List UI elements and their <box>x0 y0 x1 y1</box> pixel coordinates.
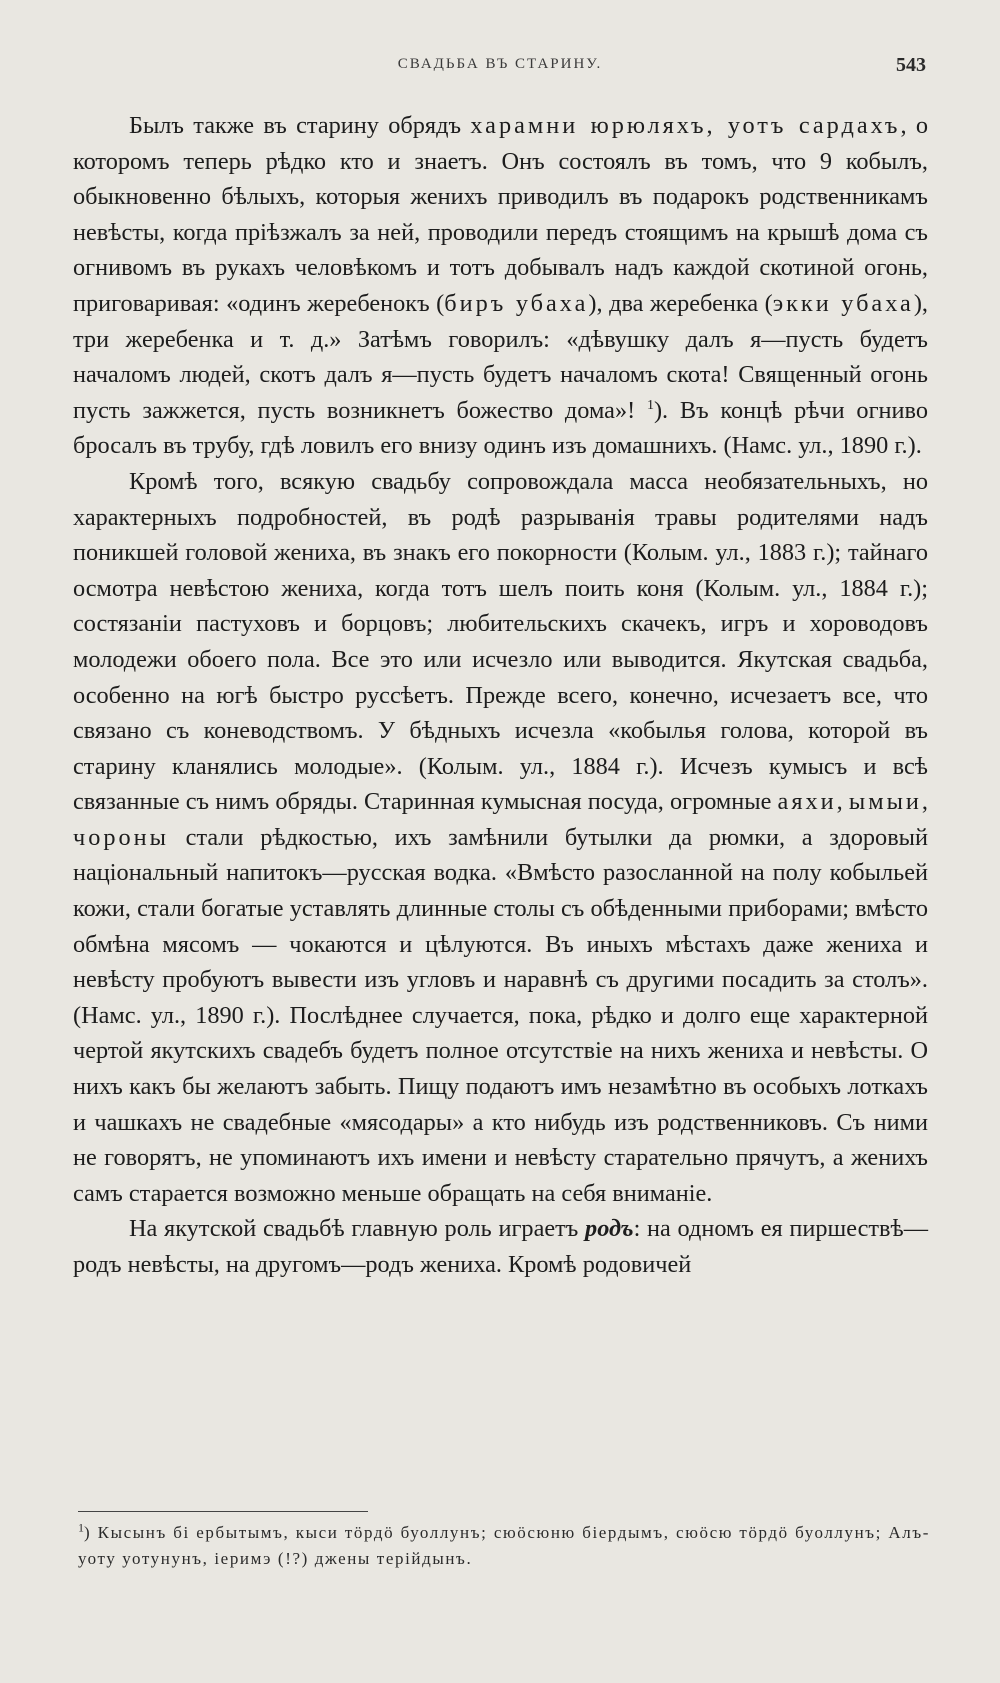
footnote-number: 1 <box>78 1520 84 1535</box>
text-run: Былъ также въ старину обрядъ <box>129 112 471 139</box>
paragraph-3 <box>73 1211 928 1282</box>
yakut-term: биръ убаха <box>444 289 589 317</box>
text-run: , <box>921 788 928 816</box>
main-text <box>73 108 928 1283</box>
footnote-divider <box>78 1511 368 1512</box>
yakut-term: аяхи <box>777 788 837 816</box>
yakut-term: ымыи <box>848 788 922 816</box>
page-header <box>70 56 930 86</box>
text-run: На якутской свадьбѣ главную роль играетъ <box>129 1215 586 1243</box>
paragraph-2 <box>73 464 928 1211</box>
footnote-reference: 1 <box>646 397 654 413</box>
text-run: , <box>836 788 849 816</box>
text-run: ), три жеребенка и т. д.» Затѣмъ говорилъ: «дѣвушку далъ я—пусть будетъ началомъ людей, скотъ далъ я—пусть будетъ началомъ скота! Священный огонь пусть зажжется, пусть возникнетъ божество дома»! <box>73 289 928 424</box>
page-number: 543 <box>896 54 926 76</box>
text-run: , о которомъ теперь рѣдко кто и знаетъ. Онъ состоялъ въ томъ, что 9 кобылъ, обыкновенно бѣлыхъ, которыя женихъ приводилъ въ подарокъ родственникамъ невѣсты, когда пріѣзжалъ за ней, проводили передъ стоящимъ на крышѣ дома съ огнивомъ въ рукахъ человѣкомъ и тотъ добывалъ надъ каждой скотиной огонь, приговаривая: «одинъ жеребенокъ ( <box>73 112 929 317</box>
yakut-term: экки убаха <box>772 289 914 317</box>
text-run: : на одномъ ея пиршествѣ—родъ невѣсты, на другомъ—родъ жениха. Кромѣ родовичей <box>73 1215 928 1278</box>
running-title: СВАДЬБА ВЪ СТАРИНУ. <box>397 56 603 72</box>
footnote-text: ) Кысынъ бі ербытымъ, кыси тӧрдӧ буоллунъ; сюӧсюню біердымъ, сюӧсю тӧрдӧ буоллунъ; Алъ-уоту уотунунъ, іеримэ (!?) джены терійдынъ. <box>78 1523 930 1568</box>
yakut-term: чороны <box>73 823 169 851</box>
emphasized-word: родъ <box>585 1215 634 1243</box>
text-run: Кромѣ того, всякую свадьбу сопровождала масса необязательныхъ, но характерныхъ подробностей, въ родѣ разрыванія травы родителями надъ поникшей головой жениха, въ знакъ его покорности (Колым. ул., 1883 г.); тайнаго осмотра невѣстою жениха, когда тотъ шелъ поить коня (Колым. ул., 1884 г.); состязаніи пастуховъ и борцовъ; любительскихъ скачекъ, игръ и хороводовъ молодежи обоего пола. Все это или исчезло или выводится. Якутская свадьба, особенно на югѣ быстро руссѣетъ. Прежде всего, конечно, исчезаетъ все, что связано съ коневодствомъ. У бѣдныхъ исчезла «кобылья голова, которой въ старину кланялись молодые». (Колым. ул., 1884 г.). Исчезъ кумысъ и всѣ связанные съ нимъ обряды. Старинная кумысная посуда, огромные <box>73 467 928 816</box>
text-run: ), два жеребенка ( <box>588 289 773 317</box>
text-run: ). Въ концѣ рѣчи огниво бросалъ въ трубу, гдѣ ловилъ его внизу одинъ изъ домашнихъ. (Намс. ул., 1890 г.). <box>73 396 928 460</box>
text-run: стали рѣдкостью, ихъ замѣнили бутылки да рюмки, а здоровый національный напитокъ—русская водка. «Вмѣсто разосланной на полу кобыльей кожи, стали богатые уставлять длинные столы съ обѣденными приборами; вмѣсто обмѣна мясомъ — чокаются и цѣлуются. Въ иныхъ мѣстахъ даже жениха и невѣсту пробуютъ вывести изъ угловъ и наравнѣ съ другими посадить за столъ». (Намс. ул., 1890 г.). Послѣднее случается, пока, рѣдко и долго еще характерной чертой якутскихъ свадебъ будетъ полное отсутствіе на нихъ жениха и невѣсты. О нихъ какъ бы желаютъ забыть. Пищу подаютъ имъ незамѣтно въ особыхъ лоткахъ и чашкахъ не свадебные «мясодары» а кто нибудь изъ родственниковъ. Съ ними не говорятъ, не упоминаютъ ихъ имени и невѣсту старательно прячутъ, а женихъ самъ старается возможно меньше обращать на себя вниманіе. <box>73 823 928 1207</box>
paragraph-1 <box>73 108 928 464</box>
yakut-term: харамни юрюляхъ, уотъ сардахъ <box>470 112 901 139</box>
footnote <box>78 1520 930 1572</box>
